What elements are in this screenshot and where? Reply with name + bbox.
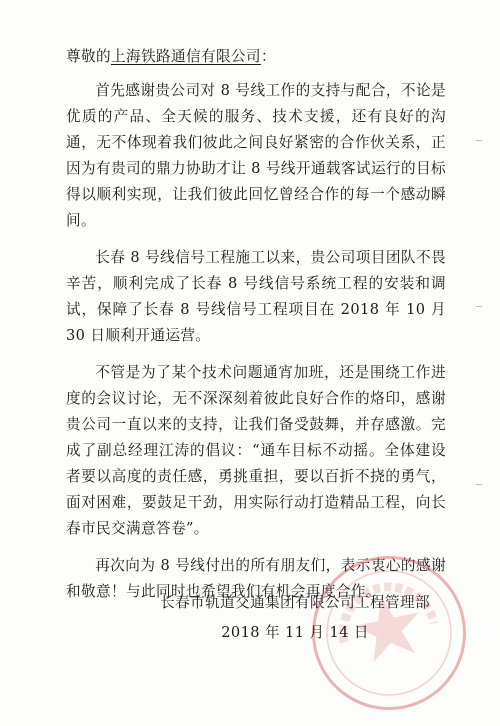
letter-body — [66, 44, 446, 616]
salutation — [66, 44, 446, 70]
scan-mark — [476, 306, 482, 307]
paragraph-1: 首先感谢贵公司对 8 号线工作的支持与配合，不论是优质的产品、全天候的服务、技术支援，还有良好的沟通，无不体现着我们彼此之间良好紧密的合作伙关系，正因为有贵司的鼎力协助才让 8 号线开通载客试运行的目标得以顺利实现，让我们彼此回忆曾经合作的每一个感动瞬间。 — [66, 82, 446, 229]
salutation-prefix: 尊敬的 — [66, 48, 111, 65]
paragraph-3: 不管是为了某个技术问题通宵加班，还是围绕工作进度的会议讨论，无不深深刻着彼此良好合作的烙印，感谢贵公司一直以来的支持，让我们备受鼓舞，并存感激。完成了副总经理江涛的倡议：“通车目标不动摇。全体建设者要以高度的责任感，勇挑重担，要以百折不挠的勇气，面对困难，要鼓足干劲，用实际行动打造精品工程，向长春市民交满意答卷”。 — [66, 364, 446, 537]
scan-mark — [476, 140, 482, 141]
recipient-company: 上海铁路通信有限公司 — [110, 48, 261, 65]
paragraph-2: 长春 8 号线信号工程施工以来，贵公司项目团队不畏辛苦，顺利完成了长春 8 号线信号系统工程的安装和调试，保障了长春 8 号线信号工程项目在 2018 年 10 月 30 日顺利开通运营。 — [66, 249, 446, 344]
paragraph-4: 再次向为 8 号线付出的所有朋友们，表示衷心的感谢和敬意！与此同时也希望我们有机会再度合作。 — [66, 557, 446, 600]
signature-block — [160, 588, 430, 648]
signature-date: 2018 年 11 月 14 日 — [221, 624, 369, 641]
signature-organization: 长春市轨道交通集团有限公司工程管理部 — [160, 594, 430, 611]
scan-mark — [476, 484, 482, 485]
salutation-suffix: ： — [260, 48, 276, 65]
